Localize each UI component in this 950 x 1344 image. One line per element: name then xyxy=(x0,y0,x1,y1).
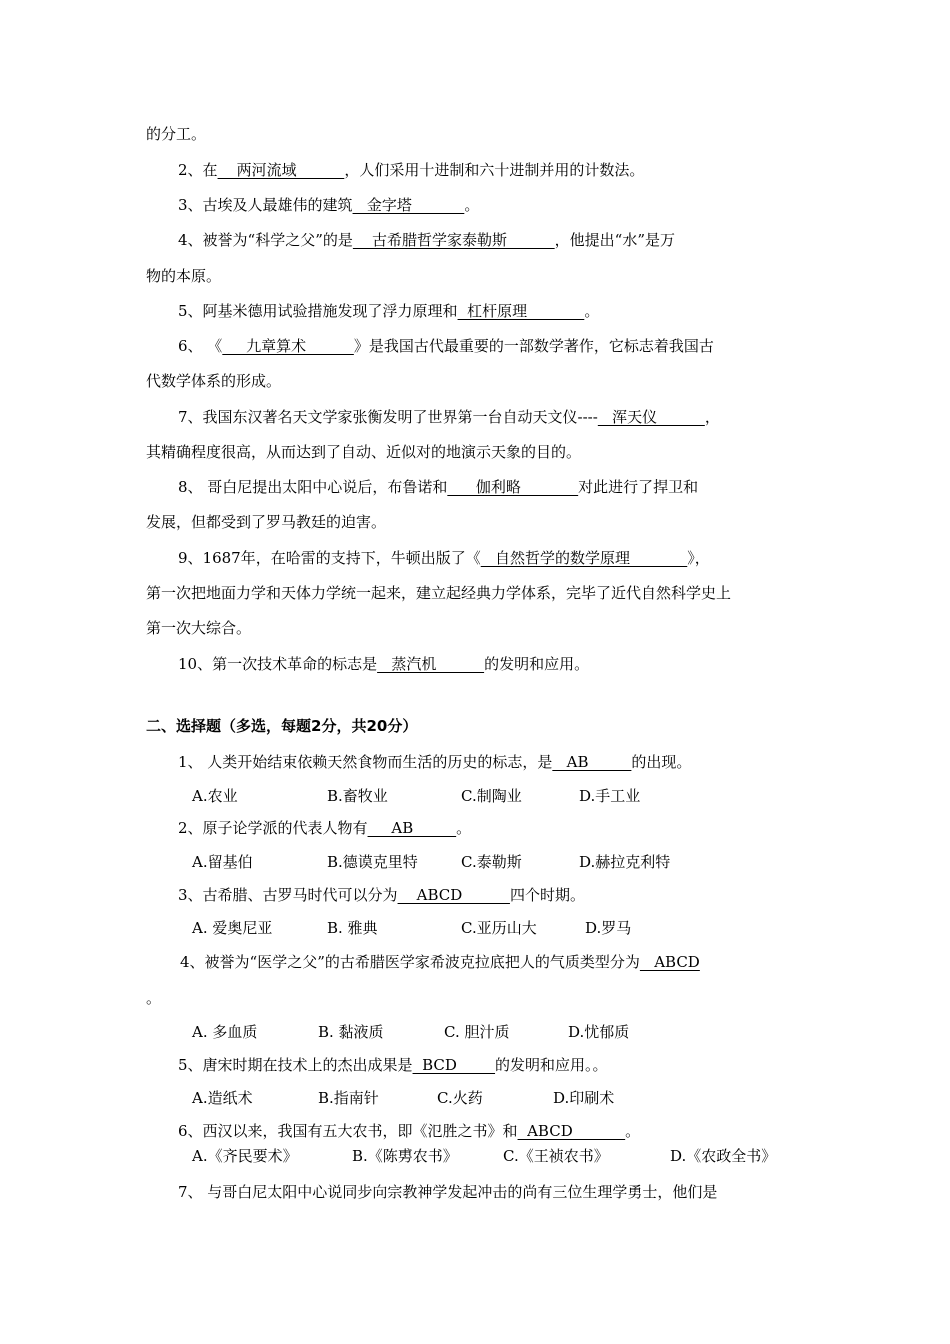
option-a: A.留基伯 xyxy=(192,853,253,871)
section-2-title: 二、选择题（多选，每题2分，共20分） xyxy=(146,717,418,735)
fill-question-7-cont: 其精确程度很高，从而达到了自动、近似对的地演示天象的目的。 xyxy=(146,443,582,461)
answer-blank: 杠杆原理 xyxy=(457,302,585,320)
fill-question-4-cont: 物的本原。 xyxy=(146,267,222,285)
choice-question-4: 4、被誉为“医学之父”的古希腊医学家希波克拉底把人的气质类型分为 ABCD xyxy=(180,953,700,971)
option-a: A. 爱奥尼亚 xyxy=(192,919,273,937)
fill-question-8-cont: 发展，但都受到了罗马教廷的迫害。 xyxy=(146,513,387,531)
option-d: D.赫拉克利特 xyxy=(579,853,671,871)
fill-question-5: 5、阿基米德用试验措施发现了浮力原理和 杠杆原理 。 xyxy=(178,302,600,320)
continued-line: 的分工。 xyxy=(146,125,207,143)
option-c: C. 胆汁质 xyxy=(444,1023,510,1041)
choice-question-2: 2、原子论学派的代表人物有 AB 。 xyxy=(178,819,472,837)
answer-blank: AB xyxy=(367,819,457,837)
option-b: B. 雅典 xyxy=(327,919,378,937)
option-b: B.德谟克里特 xyxy=(327,853,418,871)
answer-blank: 伽利略 xyxy=(447,478,579,496)
fill-question-9-cont2: 第一次大综合。 xyxy=(146,619,252,637)
option-a: A.造纸术 xyxy=(192,1089,253,1107)
option-d: D.忧郁质 xyxy=(568,1023,630,1041)
option-c: C.亚历山大 xyxy=(461,919,537,937)
answer-blank: 金字塔 xyxy=(352,196,465,214)
option-a: A. 多血质 xyxy=(192,1023,258,1041)
answer-blank: 古希腊哲学家泰勒斯 xyxy=(352,231,555,249)
answer-blank: 自然哲学的数学原理 xyxy=(480,549,688,567)
fill-question-10: 10、第一次技术革命的标志是 蒸汽机 的发明和应用。 xyxy=(178,655,590,673)
answer-blank: 蒸汽机 xyxy=(377,655,485,673)
option-b: B. 黏液质 xyxy=(318,1023,384,1041)
option-c: C.《王祯农书》 xyxy=(503,1147,609,1165)
choice-question-3: 3、古希腊、古罗马时代可以分为 ABCD 四个时期。 xyxy=(178,886,585,904)
answer-blank: 九章算术 xyxy=(222,337,354,355)
choice-question-7: 7、 与哥白尼太阳中心说同步向宗教神学发起冲击的尚有三位生理学勇士，他们是 xyxy=(178,1183,718,1201)
option-d: D.印刷术 xyxy=(553,1089,615,1107)
fill-question-4: 4、被誉为“科学之父”的是 古希腊哲学家泰勒斯 ，他提出“水”是万 xyxy=(178,231,675,249)
choice-question-5: 5、唐宋时期在技术上的杰出成果是 BCD 的发明和应用。。 xyxy=(178,1056,608,1074)
option-b: B.畜牧业 xyxy=(327,787,388,805)
option-d: D.《农政全书》 xyxy=(670,1147,777,1165)
option-d: D.罗马 xyxy=(585,919,632,937)
choice-question-6: 6、西汉以来，我国有五大农书，即《氾胜之书》和 ABCD 。 xyxy=(178,1122,641,1140)
answer-blank: 浑天仪 xyxy=(597,408,705,426)
option-c: C.火药 xyxy=(437,1089,483,1107)
fill-question-6: 6、 《 九章算术 》是我国古代最重要的一部数学著作，它标志着我国古 xyxy=(178,337,714,355)
option-d: D.手工业 xyxy=(579,787,641,805)
fill-question-7: 7、我国东汉著名天文学家张衡发明了世界第一台自动天文仪---- 浑天仪 ， xyxy=(178,408,720,426)
fill-question-9-cont1: 第一次把地面力学和天体力学统一起来，建立起经典力学体系，完毕了近代自然科学史上 xyxy=(146,584,732,602)
fill-question-3: 3、古埃及人最雄伟的建筑 金字塔 。 xyxy=(178,196,480,214)
answer-blank: ABCD xyxy=(397,886,510,904)
option-b: B.指南针 xyxy=(318,1089,379,1107)
fill-question-9: 9、1687年，在哈雷的支持下，牛顿出版了《 自然哲学的数学原理 》， xyxy=(178,549,710,567)
answer-blank: ABCD xyxy=(639,953,700,971)
option-b: B.《陈旉农书》 xyxy=(352,1147,458,1165)
option-a: A.《齐民要术》 xyxy=(192,1147,298,1165)
choice-question-1: 1、 人类开始结束依赖天然食物而生活的历史的标志，是 AB 的出现。 xyxy=(178,753,692,771)
answer-blank: AB xyxy=(552,753,632,771)
answer-blank: 两河流域 xyxy=(217,161,345,179)
answer-blank: ABCD xyxy=(517,1122,626,1140)
fill-question-2: 2、在 两河流域 ，人们采用十进制和六十进制并用的计数法。 xyxy=(178,161,645,179)
answer-blank: BCD xyxy=(412,1056,496,1074)
fill-question-8: 8、 哥白尼提出太阳中心说后，布鲁诺和 伽利略 对此进行了捍卫和 xyxy=(178,478,699,496)
option-c: C.泰勒斯 xyxy=(461,853,522,871)
fill-question-6-cont: 代数学体系的形成。 xyxy=(146,372,282,390)
choice-question-4-cont: 。 xyxy=(146,989,162,1007)
option-a: A.农业 xyxy=(192,787,238,805)
option-c: C.制陶业 xyxy=(461,787,522,805)
